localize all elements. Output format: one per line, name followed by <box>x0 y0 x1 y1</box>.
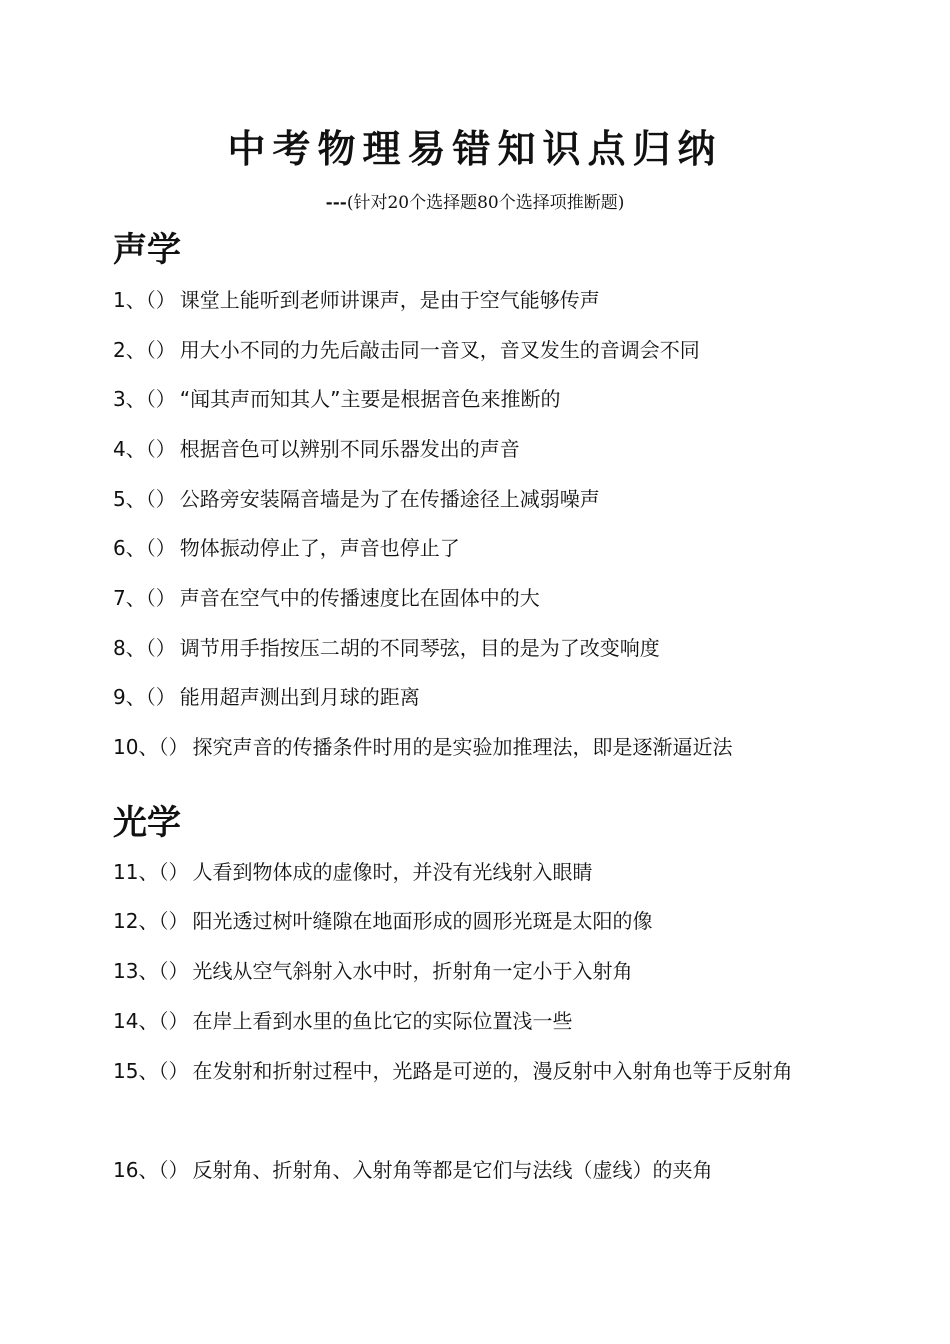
item-number: 13、 <box>113 959 159 983</box>
subtitle-dashes: --- <box>325 193 347 213</box>
item-number: 14、 <box>113 1009 159 1033</box>
item-text: 根据音色可以辨别不同乐器发出的声音 <box>179 437 520 461</box>
list-item <box>113 946 843 996</box>
list-item <box>113 474 843 524</box>
answer-blank: （） <box>145 288 176 312</box>
answer-blank: （） <box>145 636 176 660</box>
list-item <box>113 722 843 772</box>
list-item <box>113 1046 843 1096</box>
answer-blank: （） <box>158 860 189 884</box>
answer-blank: （） <box>145 338 176 362</box>
item-text: 反射角、折射角、入射角等都是它们与法线（虚线）的夹角 <box>192 1158 713 1182</box>
item-text: 课堂上能听到老师讲课声，是由于空气能够传声 <box>179 288 600 312</box>
answer-blank: （） <box>145 487 176 511</box>
answer-blank: （） <box>145 586 176 610</box>
item-number: 16、 <box>113 1158 159 1182</box>
answer-blank: （） <box>145 536 176 560</box>
subtitle-text: (针对20个选择题80个选择项推断题) <box>346 193 625 213</box>
item-text: “闻其声而知其人”主要是根据音色来推断的 <box>179 387 561 411</box>
answer-blank: （） <box>158 909 189 933</box>
list-item <box>113 374 843 424</box>
section-heading-acoustics: 声学 <box>113 230 181 270</box>
item-text: 阳光透过树叶缝隙在地面形成的圆形光斑是太阳的像 <box>192 909 653 933</box>
item-number: 5、 <box>113 487 146 511</box>
item-text: 人看到物体成的虚像时，并没有光线射入眼睛 <box>192 860 593 884</box>
item-number: 15、 <box>113 1059 159 1083</box>
list-item <box>113 672 843 722</box>
answer-blank: （） <box>158 959 189 983</box>
item-text: 能用超声测出到月球的距离 <box>179 685 420 709</box>
item-text: 光线从空气斜射入水中时，折射角一定小于入射角 <box>192 959 633 983</box>
list-item <box>113 896 843 946</box>
item-text: 在发射和折射过程中，光路是可逆的，漫反射中入射角也等于反射角 <box>192 1059 793 1083</box>
answer-blank: （） <box>158 1158 189 1182</box>
item-number: 2、 <box>113 338 146 362</box>
item-number: 8、 <box>113 636 146 660</box>
item-text: 公路旁安装隔音墙是为了在传播途径上减弱噪声 <box>179 487 600 511</box>
document-subtitle <box>0 191 950 215</box>
answer-blank: （） <box>145 387 176 411</box>
item-text: 探究声音的传播条件时用的是实验加推理法，即是逐渐逼近法 <box>192 735 733 759</box>
list-item <box>113 996 843 1046</box>
item-text: 声音在空气中的传播速度比在固体中的大 <box>179 586 540 610</box>
section-heading-optics: 光学 <box>113 803 181 843</box>
item-text: 在岸上看到水里的鱼比它的实际位置浅一些 <box>192 1009 573 1033</box>
item-number: 3、 <box>113 387 146 411</box>
answer-blank: （） <box>158 1009 189 1033</box>
item-number: 1、 <box>113 288 146 312</box>
answer-blank: （） <box>145 437 176 461</box>
item-text: 用大小不同的力先后敲击同一音叉，音叉发生的音调会不同 <box>179 338 700 362</box>
list-item <box>113 523 843 573</box>
item-number: 4、 <box>113 437 146 461</box>
answer-blank: （） <box>158 735 189 759</box>
list-item <box>113 1145 843 1195</box>
item-number: 9、 <box>113 685 146 709</box>
item-text: 调节用手指按压二胡的不同琴弦，目的是为了改变响度 <box>179 636 660 660</box>
answer-blank: （） <box>158 1059 189 1083</box>
item-number: 11、 <box>113 860 159 884</box>
list-item <box>113 573 843 623</box>
item-number: 10、 <box>113 735 159 759</box>
list-item <box>113 325 843 375</box>
list-item <box>113 847 843 897</box>
item-text: 物体振动停止了，声音也停止了 <box>179 536 460 560</box>
item-number: 7、 <box>113 586 146 610</box>
list-item <box>113 275 843 325</box>
item-number: 6、 <box>113 536 146 560</box>
list-item <box>113 623 843 673</box>
document-title: 中考物理易错知识点归纳 <box>227 126 723 171</box>
answer-blank: （） <box>145 685 176 709</box>
list-item <box>113 424 843 474</box>
item-number: 12、 <box>113 909 159 933</box>
